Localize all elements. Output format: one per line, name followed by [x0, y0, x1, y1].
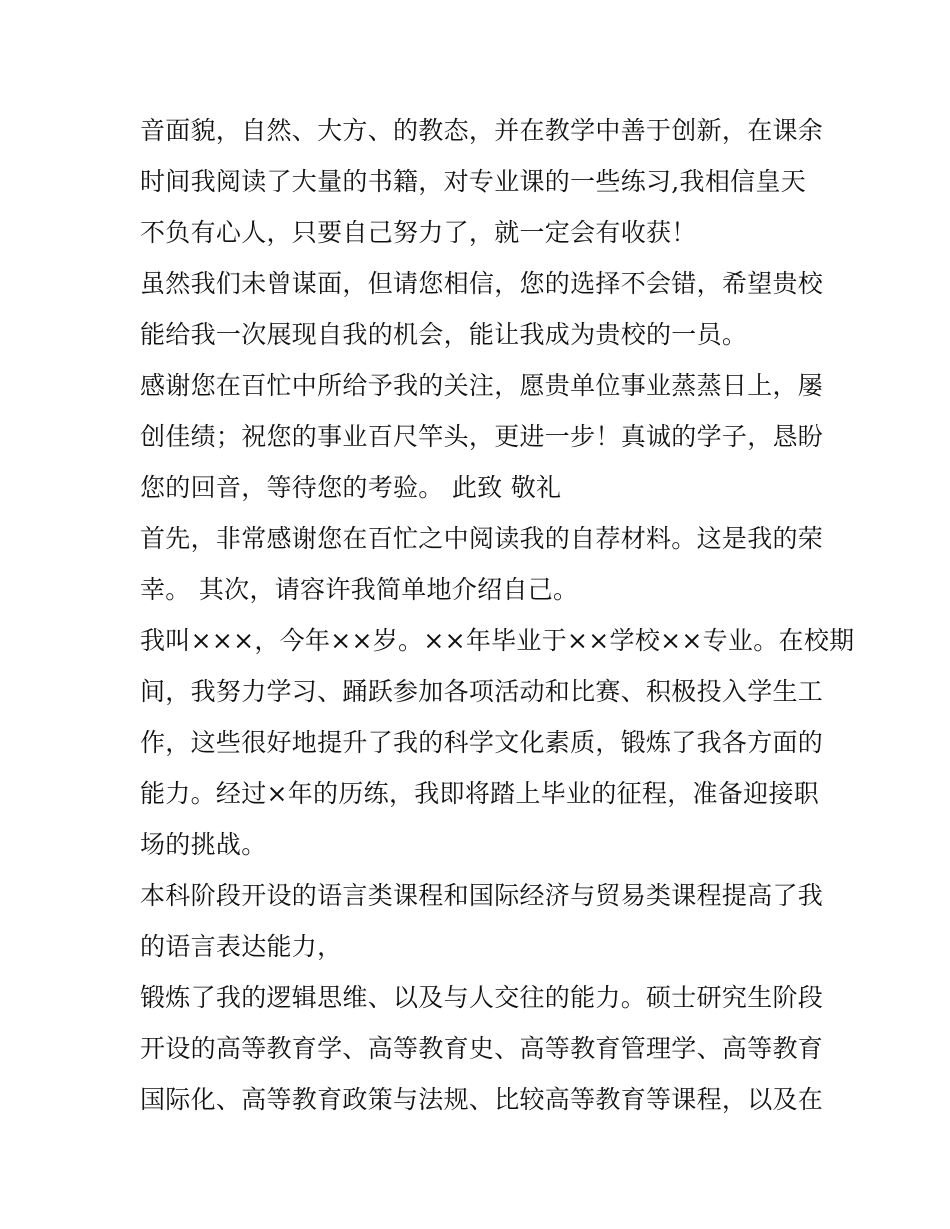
text-line: 本科阶段开设的语言类课程和国际经济与贸易类课程提高了我: [140, 881, 824, 910]
text-line: 作，这些很好地提升了我的科学文化素质，锻炼了我各方面的: [140, 728, 824, 757]
text-line: 能给我一次展现自我的机会，能让我成为贵校的一员。: [140, 320, 748, 349]
text-line: 国际化、高等教育政策与法规、比较高等教育等课程，以及在: [140, 1085, 824, 1114]
text-line: 锻炼了我的逻辑思维、以及与人交往的能力。硕士研究生阶段: [140, 983, 824, 1012]
text-line: 音面貌，自然、大方、的教态，并在教学中善于创新，在课余: [140, 116, 824, 145]
text-line: 开设的高等教育学、高等教育史、高等教育管理学、高等教育: [140, 1034, 824, 1063]
text-line: 创佳绩；祝您的事业百尺竿头，更进一步！真诚的学子，恳盼: [140, 422, 824, 451]
text-line: 首先，非常感谢您在百忙之中阅读我的自荐材料。这是我的荣: [140, 524, 824, 553]
text-line: 您的回音，等待您的考验。 此致 敬礼: [140, 473, 562, 502]
document-body: [140, 105, 855, 1125]
text-line: 间，我努力学习、踊跃参加各项活动和比赛、积极投入学生工: [140, 677, 824, 706]
text-line: 场的挑战。: [140, 830, 267, 859]
text-line: 的语言表达能力，: [140, 932, 343, 961]
text-line: 时间我阅读了大量的书籍，对专业课的一些练习,我相信皇天: [140, 167, 807, 196]
text-line: 虽然我们未曾谋面，但请您相信，您的选择不会错，希望贵校: [140, 269, 824, 298]
text-line: 幸。 其次，请容许我简单地介绍自己。: [140, 575, 579, 604]
text-line: 不负有心人，只要自己努力了，就一定会有收获！: [140, 218, 697, 247]
text-line: 我叫×××，今年××岁。××年毕业于××学校××专业。在校期: [140, 626, 855, 655]
text-line: 感谢您在百忙中所给予我的关注，愿贵单位事业蒸蒸日上，屡: [140, 371, 824, 400]
text-line: 能力。经过×年的历练，我即将踏上毕业的征程，准备迎接职: [140, 779, 820, 808]
